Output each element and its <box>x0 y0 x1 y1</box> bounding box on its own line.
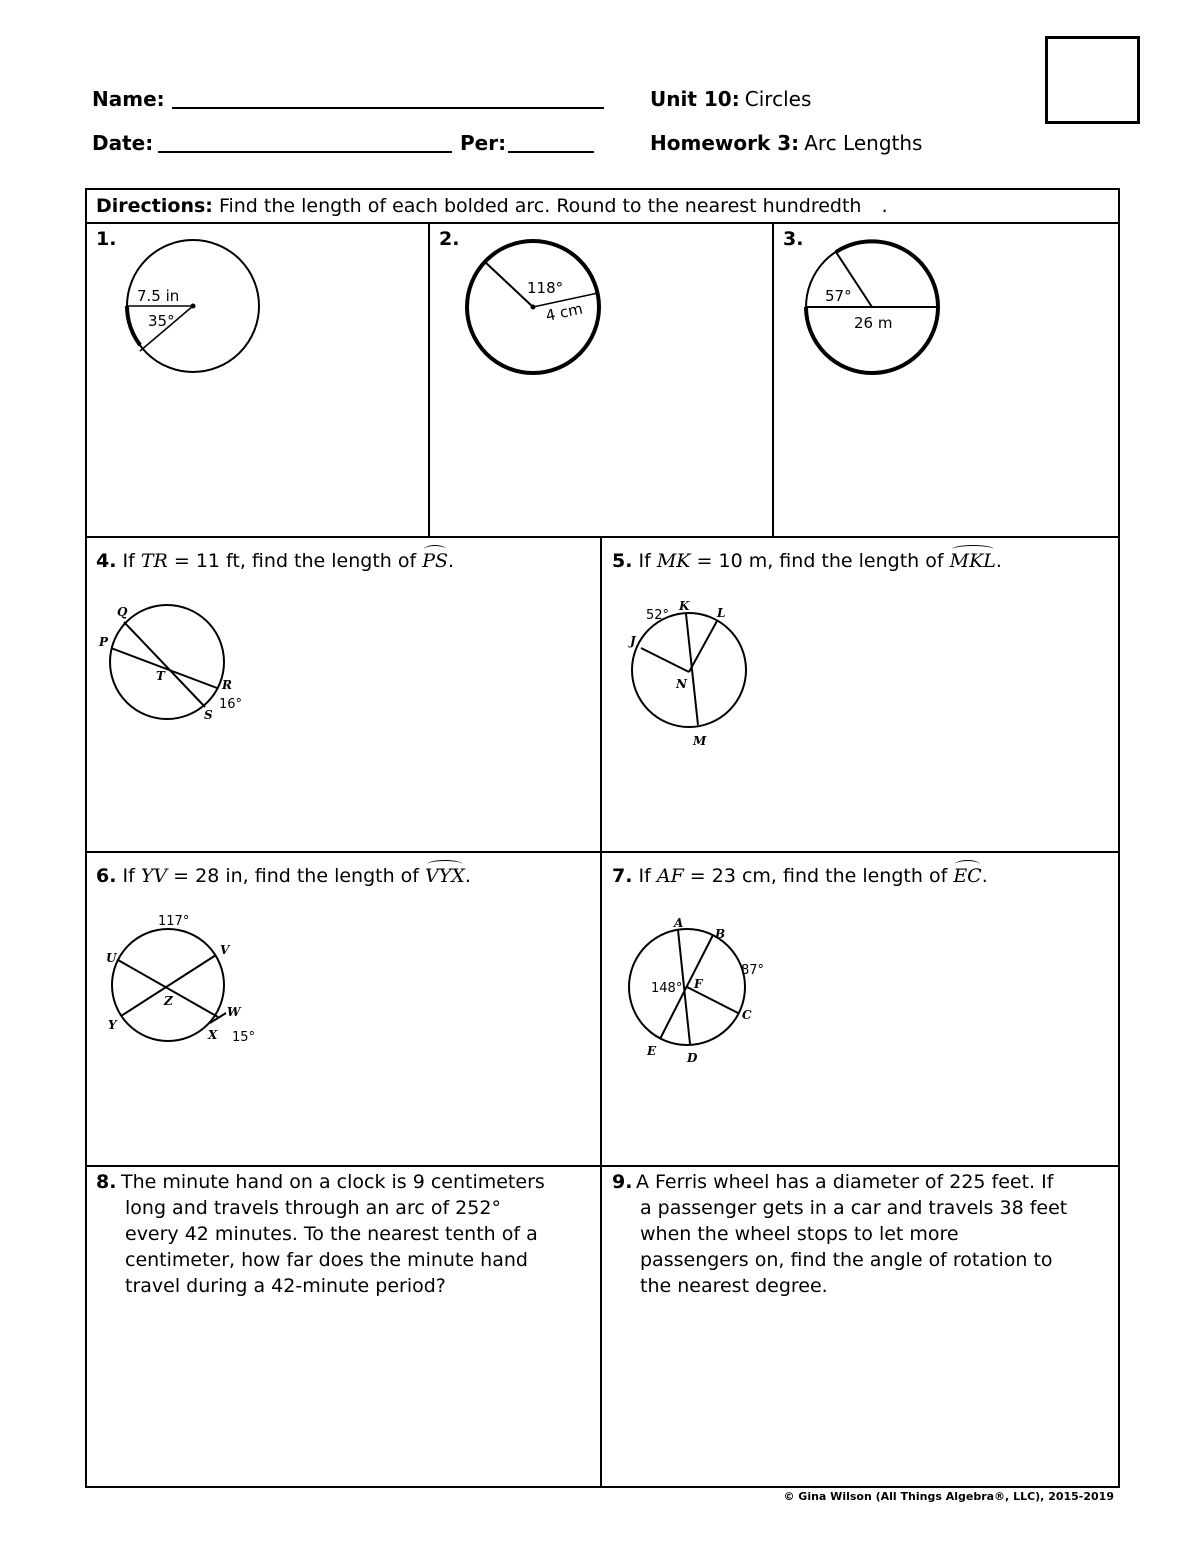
divider <box>772 222 774 536</box>
problem-6-diagram <box>100 905 270 1055</box>
point-z-label: Z <box>164 994 173 1008</box>
text-end: . <box>995 550 1002 572</box>
homework-heading <box>650 131 922 155</box>
text-line: travel during a 42-minute period? <box>125 1275 446 1297</box>
text-if: If <box>122 865 135 887</box>
radius-line <box>641 648 689 672</box>
date-field[interactable] <box>158 151 452 153</box>
text-line: long and travels through an arc of 252° <box>125 1197 501 1219</box>
text-middle: = 10 m, find the length of <box>696 550 944 572</box>
problem-9-text <box>636 1169 1111 1299</box>
text-line: A Ferris wheel has a diameter of 225 feet. If <box>636 1171 1054 1193</box>
point-s-label: S <box>204 708 213 722</box>
angle-label: 15° <box>232 1030 256 1045</box>
problem-5-diagram <box>620 590 770 755</box>
problem-5-text <box>612 550 1002 572</box>
homework-label: Homework 3: <box>650 131 800 155</box>
point-u-label: U <box>106 951 117 965</box>
point-c-label: C <box>742 1008 752 1022</box>
arc-name: VYX <box>425 865 465 887</box>
point-r-label: R <box>222 678 232 692</box>
copyright: © Gina Wilson (All Things Algebra®, LLC), 2015-2019 <box>783 1490 1114 1503</box>
point-d-label: D <box>687 1051 698 1065</box>
problem-4-number: 4. <box>96 550 117 572</box>
text-if: If <box>638 865 651 887</box>
date-label: Date: <box>92 131 154 155</box>
problem-3-number: 3. <box>783 228 804 250</box>
problem-1-diagram <box>100 230 300 390</box>
text-line: passengers on, find the angle of rotation to <box>640 1249 1053 1271</box>
problem-4-diagram <box>95 600 265 730</box>
text-middle: = 23 cm, find the length of <box>689 865 948 887</box>
text-end: . <box>981 865 988 887</box>
diameter-label: 26 m <box>854 314 893 332</box>
text-if: If <box>122 550 135 572</box>
angle-label: 35° <box>148 312 175 330</box>
problem-8-number: 8. <box>96 1171 117 1193</box>
point-n-label: N <box>676 677 687 691</box>
radius-label: 7.5 in <box>137 287 180 305</box>
point-t-label: T <box>156 669 165 683</box>
divider <box>428 222 430 536</box>
text-line: centimeter, how far does the minute hand <box>125 1249 528 1271</box>
segment-name: MK <box>656 550 691 572</box>
problem-6-number: 6. <box>96 865 117 887</box>
name-field[interactable] <box>172 107 604 109</box>
text-middle: = 28 in, find the length of <box>173 865 419 887</box>
point-f-label: F <box>694 977 703 991</box>
problem-6-text <box>96 865 471 887</box>
problem-8-text <box>121 1169 591 1299</box>
problem-5-number: 5. <box>612 550 633 572</box>
directions-period: . <box>881 195 888 217</box>
diameter-line <box>686 614 698 725</box>
point-x-label: X <box>208 1028 218 1042</box>
point-m-label: M <box>693 734 707 748</box>
arc-name: PS <box>422 550 449 572</box>
name-label: Name: <box>92 87 165 111</box>
point-a-label: A <box>674 916 684 930</box>
problem-3-diagram <box>795 230 965 390</box>
point-j-label: J <box>630 634 636 648</box>
point-b-label: B <box>715 927 726 941</box>
text-line: every 42 minutes. To the nearest tenth of a <box>125 1223 538 1245</box>
angle-label: 117° <box>158 914 190 929</box>
angle-label: 52° <box>646 608 670 623</box>
angle-label: 16° <box>219 697 243 712</box>
chord-line <box>124 622 205 707</box>
unit-heading <box>650 87 811 111</box>
point-p-label: P <box>99 635 109 649</box>
angle-label: 118° <box>527 279 564 297</box>
directions-label: Directions: <box>96 195 213 217</box>
point-k-label: K <box>679 599 690 613</box>
directions <box>96 195 888 217</box>
problem-7-text <box>612 865 988 887</box>
problem-7-diagram <box>620 915 780 1070</box>
point-e-label: E <box>647 1044 657 1058</box>
point-w-label: W <box>227 1005 241 1019</box>
problem-2-diagram <box>450 230 630 390</box>
divider <box>600 536 602 1486</box>
angle-label: 57° <box>825 287 852 305</box>
radius-line <box>689 621 717 672</box>
arc-name: MKL <box>949 550 996 572</box>
text-end: . <box>448 550 455 572</box>
text-middle: = 11 ft, find the length of <box>173 550 417 572</box>
bolded-arc <box>127 306 140 345</box>
angle-label: 87° <box>741 963 765 978</box>
problem-1-number: 1. <box>96 228 117 250</box>
unit-title: Circles <box>744 87 812 111</box>
text-line: the nearest degree. <box>640 1275 828 1297</box>
unit-label: Unit 10: <box>650 87 740 111</box>
homework-title: Arc Lengths <box>804 131 923 155</box>
period-field[interactable] <box>508 151 594 153</box>
text-end: . <box>464 865 471 887</box>
problem-2-number: 2. <box>439 228 460 250</box>
point-y-label: Y <box>108 1018 117 1032</box>
text-line: a passenger gets in a car and travels 38 feet <box>640 1197 1068 1219</box>
problem-9-number: 9. <box>612 1171 633 1193</box>
score-box[interactable] <box>1045 36 1140 124</box>
angle-label: 148° <box>651 981 683 996</box>
text-line: when the wheel stops to let more <box>640 1223 959 1245</box>
directions-text: Find the length of each bolded arc. Round to the nearest hundredth <box>218 195 862 217</box>
per-label: Per: <box>460 131 507 155</box>
point-q-label: Q <box>117 605 128 619</box>
point-l-label: L <box>717 606 726 620</box>
radius-label: 4 cm <box>544 299 585 325</box>
segment-name: TR <box>140 550 168 572</box>
problem-4-text <box>96 550 454 572</box>
text-line: The minute hand on a clock is 9 centimeters <box>121 1171 545 1193</box>
divider <box>85 222 1118 224</box>
radius-line <box>484 261 533 307</box>
segment-name: AF <box>656 865 684 887</box>
point-v-label: V <box>220 943 230 957</box>
center-point <box>191 304 196 309</box>
arc-name: EC <box>953 865 982 887</box>
text-if: If <box>638 550 651 572</box>
segment-name: YV <box>140 865 168 887</box>
problem-7-number: 7. <box>612 865 633 887</box>
center-point <box>531 305 536 310</box>
